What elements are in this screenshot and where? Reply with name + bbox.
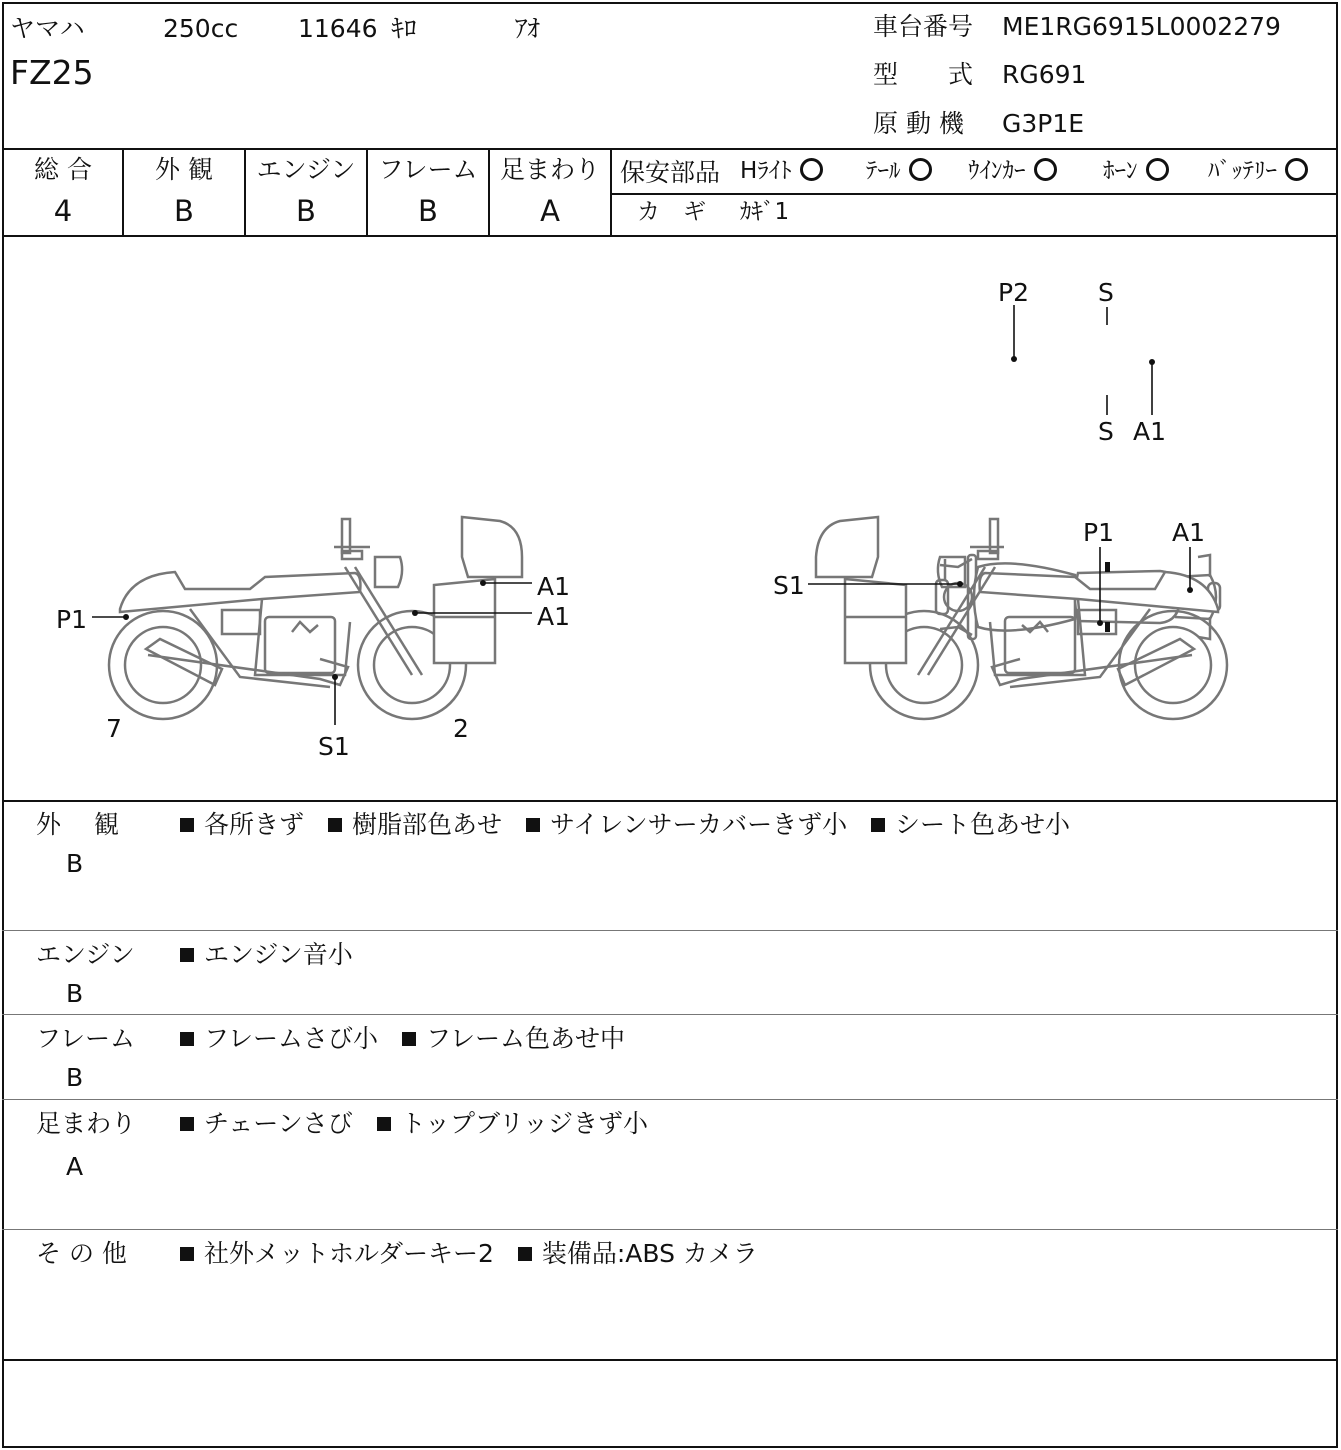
bullet-icon: [180, 948, 194, 962]
remark-item: 樹脂部色あせ: [351, 810, 502, 839]
displacement: 250cc: [163, 14, 239, 43]
label-left-p1: P1: [56, 605, 87, 634]
label-top-s-upper: S: [1098, 278, 1114, 307]
remarks-divider: [2, 1014, 1338, 1015]
safety-item-headlight: [740, 158, 823, 183]
bullet-icon: [180, 1032, 194, 1046]
safety-item-name: ﾎｰﾝ: [1103, 158, 1138, 184]
diagram-bottom: [2, 800, 1338, 802]
remarks-suspension-label: 足まわり: [36, 1109, 137, 1138]
remark-item: チェーンさび: [204, 1109, 353, 1138]
label-left-front-wheel: 2: [453, 714, 469, 743]
remarks-engine-items: [180, 942, 353, 967]
maker: ヤマハ: [10, 14, 85, 43]
engine-model-value: G3P1E: [1002, 109, 1085, 138]
ok-circle-icon: [1146, 158, 1169, 181]
grade-exterior-label: 外 観: [155, 155, 213, 184]
bullet-icon: [526, 818, 540, 832]
grade-total-label: 総 合: [34, 155, 92, 184]
safety-item-tail: [866, 158, 932, 183]
damage-diagram: [0, 237, 1341, 800]
header-divider: [2, 148, 1338, 150]
bullet-icon: [402, 1032, 416, 1046]
label-left-rear-wheel: 7: [106, 714, 122, 743]
bike-left-view: [109, 517, 522, 719]
remarks-exterior-grade: B: [66, 849, 84, 878]
remark-item: サイレンサーカバーきず小: [549, 810, 848, 839]
remark-item: フレーム色あせ中: [425, 1024, 625, 1053]
remarks-frame-grade: B: [66, 1063, 84, 1092]
label-top-s-lower: S: [1098, 417, 1114, 446]
remarks-exterior-label: 外 観: [36, 810, 119, 839]
color: ｱｵ: [515, 14, 541, 43]
label-right-s1: S1: [773, 571, 805, 600]
remarks-other-items: [180, 1241, 758, 1266]
remarks-divider: [2, 930, 1338, 931]
safety-item-horn: [1103, 158, 1169, 183]
grade-engine-value: B: [296, 194, 316, 228]
mileage-value: 11646: [298, 14, 378, 43]
remarks-divider: [2, 1099, 1338, 1100]
remarks-engine-grade: B: [66, 979, 84, 1008]
bullet-icon: [180, 1247, 194, 1261]
remarks-bottom: [2, 1359, 1338, 1361]
safety-item-name: ｳｲﾝｶｰ: [968, 158, 1026, 184]
chassis-label: 車台番号: [873, 12, 974, 41]
label-left-s1: S1: [318, 732, 350, 761]
bullet-icon: [180, 1117, 194, 1131]
remark-item: フレームさび小: [204, 1024, 379, 1053]
ok-circle-icon: [1285, 158, 1308, 181]
grade-engine-label: エンジン: [256, 155, 356, 184]
remarks-engine-label: エンジン: [36, 940, 135, 969]
model-name: FZ25: [10, 53, 94, 92]
mileage: [298, 16, 417, 41]
engine-model-label: 原 動 機: [873, 109, 964, 138]
mileage-unit: ｷﾛ: [391, 14, 417, 43]
safety-item-name: ﾊﾞｯﾃﾘｰ: [1208, 158, 1277, 184]
ok-circle-icon: [1034, 158, 1057, 181]
key-value: ｶｷﾞ1: [740, 199, 790, 225]
grade-frame-label: フレーム: [378, 155, 478, 184]
label-top-p2: P2: [998, 278, 1029, 307]
safety-divider: [612, 193, 1338, 195]
type-label: 型 式: [873, 60, 974, 89]
remarks-frame-items: [180, 1026, 625, 1051]
remarks-suspension-grade: A: [66, 1152, 84, 1181]
label-top-a1: A1: [1133, 417, 1167, 446]
type-value: RG691: [1002, 60, 1087, 89]
label-left-a1-lower: A1: [537, 602, 571, 631]
bullet-icon: [871, 818, 885, 832]
grade-suspension-label: 足まわり: [499, 155, 600, 184]
remark-item: 装備品:ABS カメラ: [541, 1239, 758, 1268]
grade-frame-value: B: [418, 194, 438, 228]
bullet-icon: [328, 818, 342, 832]
ok-circle-icon: [909, 158, 932, 181]
remark-item: シート色あせ小: [895, 810, 1071, 839]
bullet-icon: [377, 1117, 391, 1131]
safety-item-battery: [1208, 158, 1308, 183]
remark-item: エンジン音小: [204, 940, 353, 969]
remark-item: 社外メットホルダーキー2: [204, 1239, 494, 1268]
remarks-suspension-items: [180, 1111, 648, 1136]
grade-total-value: 4: [53, 194, 73, 228]
remarks-divider: [2, 1229, 1338, 1230]
label-right-a1: A1: [1172, 518, 1206, 547]
ok-circle-icon: [800, 158, 823, 181]
remarks-exterior-items: [180, 812, 1070, 837]
grade-exterior-value: B: [174, 194, 194, 228]
grade-suspension-value: A: [540, 194, 560, 228]
remark-item: トップブリッジきず小: [400, 1109, 648, 1138]
remarks-other-label: そ の 他: [36, 1239, 127, 1268]
safety-item-name: Hﾗｲﾄ: [740, 158, 792, 184]
safety-item-name: ﾃｰﾙ: [866, 158, 901, 184]
label-right-p1: P1: [1083, 518, 1114, 547]
key-label: カ ギ: [637, 199, 706, 225]
chassis-value: ME1RG6915L0002279: [1002, 12, 1281, 41]
safety-label: 保安部品: [620, 158, 721, 187]
bullet-icon: [180, 818, 194, 832]
label-left-a1-upper: A1: [537, 572, 571, 601]
remark-item: 各所きず: [204, 810, 305, 839]
remarks-frame-label: フレーム: [36, 1024, 136, 1053]
safety-item-winker: [968, 158, 1057, 183]
bullet-icon: [518, 1247, 532, 1261]
